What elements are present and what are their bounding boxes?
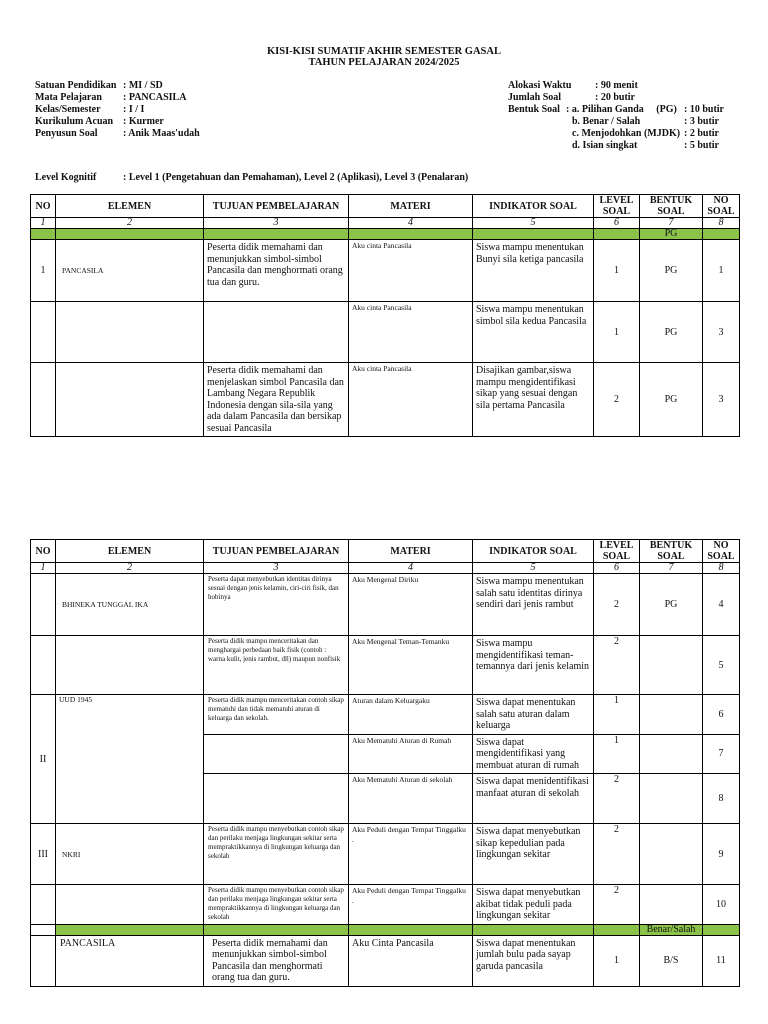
- cell-elemen: [56, 885, 204, 925]
- cell-indikator: Siswa mampu mengidentifikasi teman-temannya dari jenis kelamin: [473, 636, 594, 695]
- col-header-elemen: ELEMEN: [56, 540, 204, 563]
- cell-bentuk: [640, 695, 703, 735]
- bentuk-item-label: : a. Pilihan Ganda (PG): [566, 104, 677, 115]
- cell-indikator: Siswa dapat mengidentifikasi yang membuat aturan di rumah: [473, 734, 594, 774]
- col-header-tujuan: TUJUAN PEMBELAJARAN: [204, 195, 349, 218]
- kisi-table-2: [30, 539, 740, 987]
- cell-no: [31, 636, 56, 695]
- bentuk-item-label: c. Menjodohkan (MJDK): [572, 128, 681, 139]
- bentuk-item-value: : 10 butir: [684, 104, 724, 115]
- cell-level: 1: [594, 302, 640, 363]
- cell-level: 2: [594, 885, 640, 925]
- cell-materi: Aku cinta Pancasila: [349, 363, 473, 437]
- cell-nosoal: 8: [703, 774, 740, 824]
- table-row: [31, 935, 740, 986]
- col-header-bentuk: BENTUK SOAL: [640, 540, 703, 563]
- info-label: Mata Pelajaran: [35, 92, 102, 103]
- col-number: 8: [703, 563, 740, 574]
- level-kognitif-value: : Level 1 (Pengetahuan dan Pemahaman), Level 2 (Aplikasi), Level 3 (Penalaran): [123, 172, 469, 183]
- cell-no: [31, 574, 56, 636]
- cell-indikator: Siswa dapat menyebutkan sikap kepedulian pada lingkungan sekitar: [473, 824, 594, 885]
- cell-materi: Aku Mematuhi Aturan di sekolah: [349, 774, 473, 824]
- header-row: [31, 195, 740, 218]
- bentuk-item-value: : 2 butir: [684, 128, 719, 139]
- cell-nosoal: 3: [703, 302, 740, 363]
- kisi-table-1: [30, 194, 740, 437]
- cell-nosoal: 4: [703, 574, 740, 636]
- cell-no: [31, 363, 56, 437]
- info-value: : MI / SD: [123, 80, 163, 91]
- cell-indikator: Siswa dapat menentukan salah satu aturan dalam keluarga: [473, 695, 594, 735]
- section-row-benar-salah: [31, 924, 740, 935]
- table-row: [31, 885, 740, 925]
- cell-materi: Aku Cinta Pancasila: [349, 935, 473, 986]
- cell-level: 1: [594, 734, 640, 774]
- cell-tujuan: Peserta dapat menyebutkan identitas dirinya sesuai dengan jenis kelamin, ciri-ciri fisik, dan hobinya: [204, 574, 349, 636]
- col-header-bentuk: BENTUK SOAL: [640, 195, 703, 218]
- col-header-indikator: INDIKATOR SOAL: [473, 195, 594, 218]
- col-header-materi: MATERI: [349, 195, 473, 218]
- cell-tujuan: [204, 734, 349, 774]
- col-number: 3: [204, 218, 349, 229]
- info-value: : PANCASILA: [123, 92, 187, 103]
- cell-nosoal: 7: [703, 734, 740, 774]
- cell-level: 1: [594, 240, 640, 302]
- col-number: 3: [204, 563, 349, 574]
- col-number: 8: [703, 218, 740, 229]
- cell-no: 1: [31, 240, 56, 302]
- cell-no: [31, 885, 56, 925]
- cell-indikator: Siswa dapat menidentifikasi manfaat aturan di sekolah: [473, 774, 594, 824]
- col-header-no: NO: [31, 540, 56, 563]
- cell-indikator: Disajikan gambar,siswa mampu mengidentifikasi sikap yang sesuai dengan sila pertama Pancasila: [473, 363, 594, 437]
- cell-no: [31, 935, 56, 986]
- bentuk-item-value: : 3 butir: [684, 116, 719, 127]
- table-row: [31, 363, 740, 437]
- info-label: Kurikulum Acuan: [35, 116, 114, 127]
- info-label: Penyusun Soal: [35, 128, 98, 139]
- col-header-nosoal: NO SOAL: [703, 540, 740, 563]
- cell-level: 2: [594, 824, 640, 885]
- cell-tujuan: Peserta didik memahami dan menjelaskan simbol Pancasila dan Lambang Negara Republik Indonesia dengan sila-sila yang ada dalam Pancasila dan bersikap sesuai Pancasila: [204, 363, 349, 437]
- cell-elemen: PANCASILA: [56, 935, 204, 986]
- info-left: [35, 80, 200, 140]
- cell-tujuan: Peserta didik memahami dan menunjukkan simbol-simbol Pancasila dan menghormati orang tua dan guru.: [204, 935, 349, 986]
- cell-bentuk: [640, 636, 703, 695]
- cell-elemen: BHINEKA TUNGGAL IKA: [56, 574, 204, 636]
- info-value: : I / I: [123, 104, 145, 115]
- cell-level: 2: [594, 363, 640, 437]
- col-header-tujuan: TUJUAN PEMBELAJARAN: [204, 540, 349, 563]
- bentuk-item-label: d. Isian singkat: [572, 140, 638, 151]
- cell-no: III: [31, 824, 56, 885]
- info-value: : Anik Maas'udah: [123, 128, 200, 139]
- section-label: PG: [640, 229, 703, 240]
- cell-bentuk: PG: [640, 240, 703, 302]
- jumlah-label: Jumlah Soal: [508, 92, 562, 103]
- level-kognitif-label: Level Kognitif: [35, 172, 97, 183]
- document-title: KISI-KISI SUMATIF AKHIR SEMESTER GASAL: [267, 46, 501, 57]
- cell-bentuk: B/S: [640, 935, 703, 986]
- cell-level: 1: [594, 935, 640, 986]
- cell-elemen: [56, 363, 204, 437]
- level-kognitif: [35, 172, 468, 183]
- cell-tujuan: Peserta didik mampu menyebutkan contoh sikap dan perilaku menjaga lingkungan sekitar serta mempraktikkannya di lingkungan keluarga dan sekolah: [204, 885, 349, 925]
- cell-bentuk: PG: [640, 302, 703, 363]
- col-header-elemen: ELEMEN: [56, 195, 204, 218]
- cell-materi: Aku Mematuhi Aturan di Rumah: [349, 734, 473, 774]
- cell-materi: Aku cinta Pancasila: [349, 302, 473, 363]
- table-row: [31, 240, 740, 302]
- col-number: 6: [594, 563, 640, 574]
- col-number: 5: [473, 218, 594, 229]
- col-number: 2: [56, 218, 204, 229]
- cell-indikator: Siswa dapat menyebutkan akibat tidak peduli pada lingkungan sekitar: [473, 885, 594, 925]
- cell-bentuk: PG: [640, 574, 703, 636]
- cell-tujuan: [204, 774, 349, 824]
- col-number: 2: [56, 563, 204, 574]
- col-number: 7: [640, 218, 703, 229]
- cell-bentuk: [640, 774, 703, 824]
- info-label: Satuan Pendidikan: [35, 80, 117, 91]
- col-number: 1: [31, 218, 56, 229]
- alokasi-value: : 90 menit: [595, 80, 638, 91]
- cell-indikator: Siswa dapat menentukan jumlah bulu pada sayap garuda pancasila: [473, 935, 594, 986]
- info-right: [508, 80, 724, 152]
- table-row: [31, 636, 740, 695]
- col-number: 7: [640, 563, 703, 574]
- column-number-row: [31, 563, 740, 574]
- jumlah-value: : 20 butir: [595, 92, 635, 103]
- col-number: 4: [349, 563, 473, 574]
- cell-tujuan: [204, 302, 349, 363]
- column-number-row: [31, 218, 740, 229]
- cell-tujuan: Peserta didik mampu menceritakan contoh sikap mematuhi dan tidak mematuhi aturan di keluarga dan sekolah.: [204, 695, 349, 735]
- cell-level: 2: [594, 574, 640, 636]
- cell-bentuk: [640, 734, 703, 774]
- col-header-indikator: INDIKATOR SOAL: [473, 540, 594, 563]
- cell-materi: Aturan dalam Keluargaku: [349, 695, 473, 735]
- col-header-nosoal: NO SOAL: [703, 195, 740, 218]
- col-number: 1: [31, 563, 56, 574]
- document-subtitle: TAHUN PELAJARAN 2024/2025: [308, 57, 460, 68]
- cell-nosoal: 1: [703, 240, 740, 302]
- col-header-level: LEVEL SOAL: [594, 540, 640, 563]
- table-row: [31, 695, 740, 735]
- alokasi-label: Alokasi Waktu: [508, 80, 572, 91]
- col-number: 6: [594, 218, 640, 229]
- cell-nosoal: 11: [703, 935, 740, 986]
- table-row: [31, 302, 740, 363]
- col-header-no: NO: [31, 195, 56, 218]
- cell-materi: Aku Mengenal Teman-Temanku: [349, 636, 473, 695]
- col-header-level: LEVEL SOAL: [594, 195, 640, 218]
- cell-tujuan: Peserta didik mampu menyebutkan contoh sikap dan perilaku menjaga lingkungan sekitar serta mempraktikkannya di lingkungan keluarga dan sekolah: [204, 824, 349, 885]
- cell-nosoal: 5: [703, 636, 740, 695]
- info-label: Kelas/Semester: [35, 104, 101, 115]
- cell-nosoal: 9: [703, 824, 740, 885]
- table-row: [31, 824, 740, 885]
- bentuk-item-label: b. Benar / Salah: [572, 116, 641, 127]
- cell-tujuan: Peserta didik mampu menceritakan dan menghargai perbedaan baik fisik (contoh : warna kulit, jenis rambut, dll) maupun nonfisik: [204, 636, 349, 695]
- cell-nosoal: 3: [703, 363, 740, 437]
- cell-level: 2: [594, 774, 640, 824]
- cell-bentuk: [640, 885, 703, 925]
- cell-level: 1: [594, 695, 640, 735]
- cell-elemen: UUD 1945: [56, 695, 204, 824]
- header-row: [31, 540, 740, 563]
- cell-no: [31, 302, 56, 363]
- cell-materi: Aku Peduli dengan Tempat Tinggalku .: [349, 824, 473, 885]
- cell-elemen: [56, 636, 204, 695]
- cell-no: II: [31, 695, 56, 824]
- cell-indikator: Siswa mampu menentukan salah satu identitas dirinya sendiri dari jenis rambut: [473, 574, 594, 636]
- cell-materi: Aku Peduli dengan Tempat Tinggalku .: [349, 885, 473, 925]
- cell-elemen: NKRI: [56, 824, 204, 885]
- cell-elemen: [56, 302, 204, 363]
- cell-level: 2: [594, 636, 640, 695]
- cell-tujuan: Peserta didik memahami dan menunjukkan simbol-simbol Pancasila dan menghormati orang tua dan guru.: [204, 240, 349, 302]
- cell-materi: Aku Mengenal Diriku: [349, 574, 473, 636]
- section-row-pg: [31, 229, 740, 240]
- cell-nosoal: 10: [703, 885, 740, 925]
- info-value: : Kurmer: [123, 116, 164, 127]
- cell-nosoal: 6: [703, 695, 740, 735]
- col-number: 4: [349, 218, 473, 229]
- cell-bentuk: [640, 824, 703, 885]
- bentuk-item-value: : 5 butir: [684, 140, 719, 151]
- cell-elemen: PANCASILA: [56, 240, 204, 302]
- col-header-materi: MATERI: [349, 540, 473, 563]
- cell-indikator: Siswa mampu menentukan Bunyi sila ketiga pancasila: [473, 240, 594, 302]
- cell-materi: Aku cinta Pancasila: [349, 240, 473, 302]
- section-label: Benar/Salah: [640, 924, 703, 935]
- cell-indikator: Siswa mampu menentukan simbol sila kedua Pancasila: [473, 302, 594, 363]
- table-row: [31, 574, 740, 636]
- col-number: 5: [473, 563, 594, 574]
- cell-bentuk: PG: [640, 363, 703, 437]
- bentuk-label: Bentuk Soal: [508, 104, 560, 115]
